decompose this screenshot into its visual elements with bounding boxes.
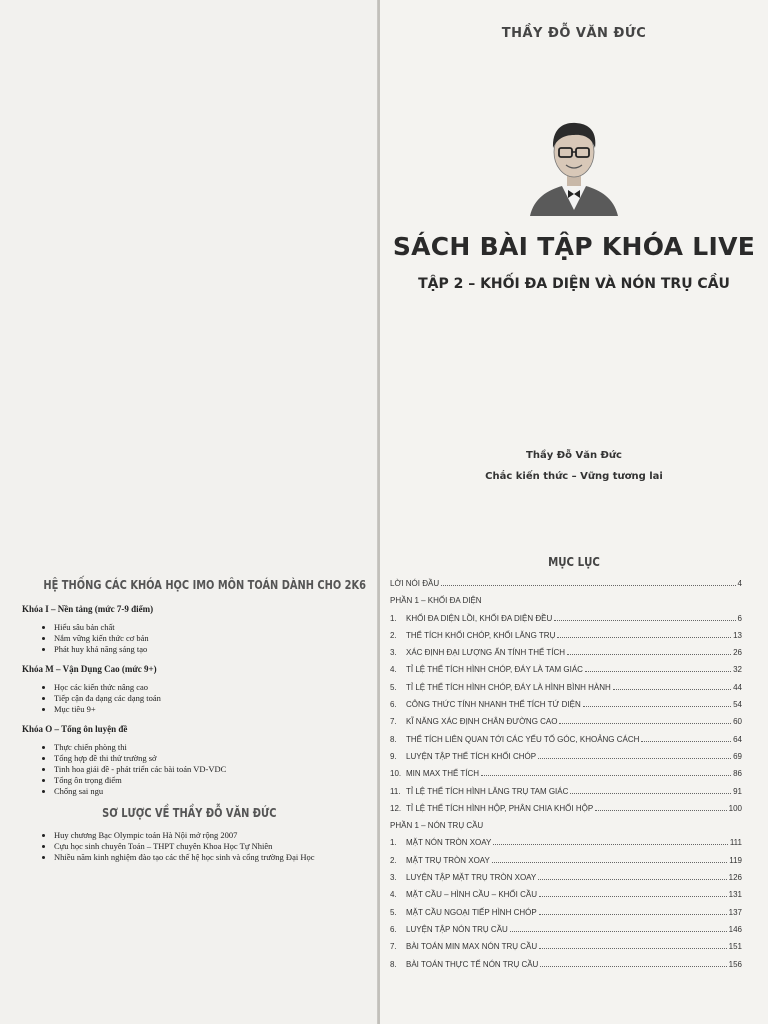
toc-row: 12. TỈ LỆ THỂ TÍCH HÌNH HỘP, PHÂN CHIA KHỐI HỘP 100 <box>390 803 742 813</box>
list-item: • Mục tiêu 9+ <box>54 704 362 715</box>
right-page <box>380 0 768 1024</box>
toc-part-1: PHẦN 1 – KHỐI ĐA DIỆN <box>390 596 482 606</box>
course-title: Khóa I – Nền tảng (mức 7-9 điểm) <box>22 604 154 614</box>
course-i <box>22 604 362 661</box>
book-title: SÁCH BÀI TẬP KHÓA LIVE <box>392 232 756 261</box>
course-title: Khóa O – Tổng ôn luyện đề <box>22 724 128 734</box>
list-item: • Hiểu sâu bản chất <box>54 622 362 633</box>
toc-row: 5. TỈ LỆ THỂ TÍCH HÌNH CHÓP, ĐÁY LÀ HÌNH BÌNH HÀNH 44 <box>390 682 742 692</box>
toc-row: 4. MẶT CẦU – HÌNH CẦU – KHỐI CẦU 131 <box>390 890 742 900</box>
course-title: Khóa M – Vận Dụng Cao (mức 9+) <box>22 664 157 674</box>
toc-row: 6. LUYỆN TẬP NÓN TRỤ CẦU 146 <box>390 924 742 934</box>
toc-row: 3. XÁC ĐỊNH ĐẠI LƯỢNG ẨN TÍNH THỂ TÍCH 26 <box>390 648 742 658</box>
toc-row-intro: LỜI NÓI ĐẦU 4 <box>390 579 742 588</box>
toc-row: 2. MẶT TRỤ TRÒN XOAY 119 <box>390 855 742 865</box>
toc-row: 6. CÔNG THỨC TÍNH NHANH THỂ TÍCH TỨ DIỆN 54 <box>390 700 742 710</box>
course-items <box>22 682 362 715</box>
toc-row: 5. MẶT CẦU NGOẠI TIẾP HÌNH CHÓP 137 <box>390 907 742 917</box>
toc-row: 7. BÀI TOÁN MIN MAX NÓN TRỤ CẦU 151 <box>390 942 742 952</box>
toc-part-2: PHẦN 1 – NÓN TRỤ CẦU <box>390 821 484 831</box>
courses-heading: HỆ THỐNG CÁC KHÓA HỌC IMO MÔN TOÁN DÀNH CHO 2K6 <box>43 578 366 592</box>
toc-row: 9. LUYỆN TẬP THỂ TÍCH KHỐI CHÓP 69 <box>390 751 742 761</box>
list-item: • Huy chương Bạc Olympic toán Hà Nội mở rộng 2007 <box>54 830 362 841</box>
list-item: • Tổng ôn trọng điểm <box>54 775 362 786</box>
course-items <box>22 742 362 797</box>
author-header: THẦY ĐỖ VĂN ĐỨC <box>501 26 647 41</box>
bio-block <box>22 830 362 863</box>
toc-row: 1. MẶT NÓN TRÒN XOAY 111 <box>390 838 742 848</box>
course-m <box>22 664 362 721</box>
list-item: • Học các kiến thức nâng cao <box>54 682 362 693</box>
toc-row: 7. KĨ NĂNG XÁC ĐỊNH CHÂN ĐƯỜNG CAO 60 <box>390 717 742 727</box>
book-subtitle: TẬP 2 – KHỐI ĐA DIỆN VÀ NÓN TRỤ CẦU <box>418 276 730 292</box>
table-of-contents <box>390 575 742 973</box>
list-item: • Phát huy khả năng sáng tạo <box>54 644 362 655</box>
slogan: Chắc kiến thức – Vững tương lai <box>485 471 663 482</box>
list-item: • Chống sai ngu <box>54 786 362 797</box>
toc-row: 11. TỈ LỆ THỂ TÍCH HÌNH LĂNG TRỤ TAM GIÁC 91 <box>390 786 742 796</box>
toc-row: 10. MIN MAX THỂ TÍCH 86 <box>390 769 742 779</box>
list-item: • Cựu học sinh chuyên Toán – THPT chuyên Khoa Học Tự Nhiên <box>54 841 362 852</box>
toc-row: 4. TỈ LỆ THỂ TÍCH HÌNH CHÓP, ĐÁY LÀ TAM GIÁC 32 <box>390 665 742 675</box>
toc-row: 8. THỂ TÍCH LIÊN QUAN TỚI CÁC YẾU TỐ GÓC, KHOẢNG CÁCH 64 <box>390 734 742 744</box>
toc-row: 8. BÀI TOÁN THỰC TẾ NÓN TRỤ CẦU 156 <box>390 959 742 969</box>
left-page <box>0 0 378 1024</box>
list-item: • Tinh hoa giải đề - phát triển các bài toán VD-VDC <box>54 764 362 775</box>
toc-title: MỤC LỤC <box>548 555 600 569</box>
list-item: • Nắm vững kiến thức cơ bản <box>54 633 362 644</box>
toc-row: 2. THỂ TÍCH KHỐI CHÓP, KHỐI LĂNG TRỤ 13 <box>390 630 742 640</box>
course-o <box>22 724 362 803</box>
author-name: Thầy Đỗ Văn Đức <box>526 450 622 461</box>
bio-heading: SƠ LƯỢC VỀ THẦY ĐỖ VĂN ĐỨC <box>101 806 277 820</box>
list-item: • Nhiều năm kinh nghiệm đào tạo các thế hệ học sinh và cổng trường Đại Học <box>54 852 362 863</box>
toc-row: 3. LUYỆN TẬP MẶT TRỤ TRÒN XOAY 126 <box>390 873 742 883</box>
author-portrait-icon <box>526 112 622 216</box>
list-item: • Tiếp cận đa dạng các dạng toán <box>54 693 362 704</box>
course-items <box>22 622 362 655</box>
toc-row: 1. KHỐI ĐA DIỆN LỒI, KHỐI ĐA DIỆN ĐỀU 6 <box>390 613 742 623</box>
list-item: • Tổng hợp đề thi thử trường sở <box>54 753 362 764</box>
list-item: • Thực chiến phòng thi <box>54 742 362 753</box>
